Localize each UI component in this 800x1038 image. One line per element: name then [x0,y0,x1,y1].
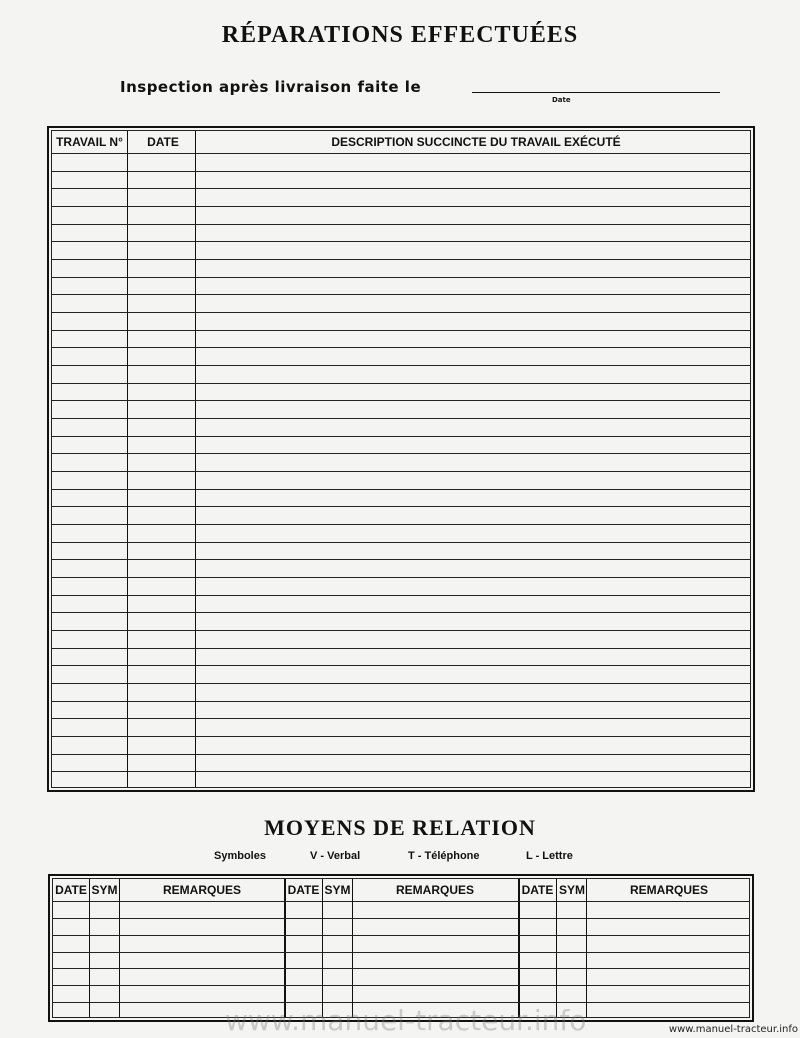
footer-url[interactable]: www.manuel-tracteur.info [668,1024,798,1035]
table-row[interactable] [52,683,750,684]
rel-header-date-2: DATE [287,883,320,897]
table-row[interactable] [52,754,750,755]
table-row[interactable] [52,489,750,490]
rel-column-divider [119,879,120,1017]
table-row[interactable] [52,347,750,348]
table-row[interactable] [53,985,749,986]
symbol-telephone: T - Téléphone [408,850,480,862]
symbols-legend [214,850,634,866]
table-row[interactable] [52,665,750,666]
table-row[interactable] [52,595,750,596]
column-divider [195,131,196,787]
table-row[interactable] [52,771,750,772]
table-row[interactable] [52,559,750,560]
table-row[interactable] [52,241,750,242]
rel-header-date-3: DATE [521,883,554,897]
table-row[interactable] [53,935,749,936]
table-row[interactable] [52,612,750,613]
rel-column-divider [586,879,587,1017]
table-row[interactable] [52,330,750,331]
table-row[interactable] [53,901,749,902]
symbol-lettre: L - Lettre [526,850,573,862]
header-description: DESCRIPTION SUCCINCTE DU TRAVAIL EXÉCUTÉ [331,135,621,149]
table-row[interactable] [52,294,750,295]
table-row[interactable] [52,206,750,207]
table-row[interactable] [52,718,750,719]
table-row[interactable] [52,418,750,419]
table-row[interactable] [52,188,750,189]
inspection-label: Inspection après livraison faite le [120,78,422,96]
repairs-table-inner [51,130,751,788]
table-row[interactable] [52,701,750,702]
table-row[interactable] [53,1002,749,1003]
relations-title: MOYENS DE RELATION [264,815,536,840]
table-row[interactable] [52,736,750,737]
column-divider [127,131,128,787]
header-travail-no: TRAVAIL N° [56,135,123,149]
table-row[interactable] [52,436,750,437]
inspection-date-line[interactable] [472,92,720,93]
rel-group-divider [518,879,520,1017]
table-row[interactable] [52,648,750,649]
rel-header-sym-2: SYM [324,883,351,897]
symbol-verbal: V - Verbal [310,850,361,862]
rel-column-divider [556,879,557,1017]
table-row[interactable] [52,577,750,578]
table-row[interactable] [52,400,750,401]
date-caption: Date [552,96,571,104]
rel-header-remarques-3: REMARQUES [629,883,708,897]
header-date: DATE [147,135,179,149]
symbols-label: Symboles [214,850,266,862]
rel-group-divider [284,879,286,1017]
table-row[interactable] [52,453,750,454]
table-row[interactable] [53,918,749,919]
relations-table-inner [52,878,750,1018]
table-row[interactable] [52,542,750,543]
relations-table [48,874,754,1022]
table-row[interactable] [52,312,750,313]
rel-column-divider [89,879,90,1017]
inspection-row [120,78,720,104]
table-row[interactable] [53,952,749,953]
table-row[interactable] [52,365,750,366]
rel-header-sym-3: SYM [558,883,585,897]
rel-column-divider [352,879,353,1017]
table-row[interactable] [52,277,750,278]
rel-header-remarques-2: REMARQUES [395,883,474,897]
page-title: RÉPARATIONS EFFECTUÉES [221,22,579,48]
rel-header-remarques-1: REMARQUES [162,883,241,897]
table-row[interactable] [53,968,749,969]
table-row[interactable] [52,224,750,225]
table-row[interactable] [52,259,750,260]
table-row[interactable] [52,471,750,472]
repairs-table [47,126,755,792]
table-row[interactable] [52,506,750,507]
rel-header-sym-1: SYM [91,883,118,897]
table-row[interactable] [52,524,750,525]
table-row[interactable] [52,630,750,631]
rel-header-date-1: DATE [55,883,87,897]
watermark: www.manuel-tracteur.info [225,1004,587,1037]
table-row[interactable] [52,383,750,384]
table-row[interactable] [52,171,750,172]
rel-column-divider [322,879,323,1017]
table-row[interactable] [52,153,750,154]
